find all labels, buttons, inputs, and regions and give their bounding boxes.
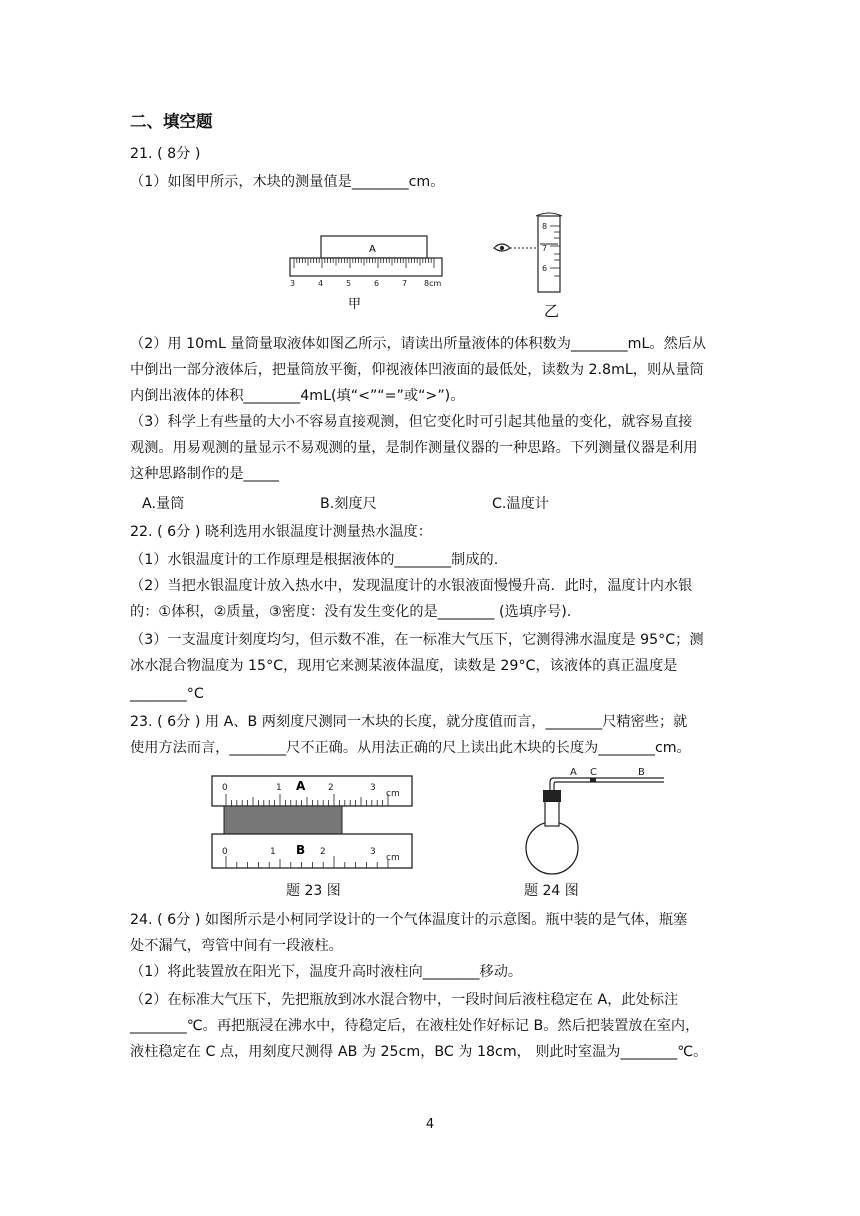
figure-24-gas-thermometer <box>520 766 680 878</box>
ruler-body <box>290 258 442 276</box>
figure-24-caption: 题 24 图 <box>524 883 579 899</box>
q22-part2-line1: （2）当把水银温度计放入热水中，发现温度计的水银液面慢慢升高．此时，温度计内水银 <box>130 578 693 594</box>
tick-label: 7 <box>402 279 408 288</box>
block-label: A <box>369 244 376 255</box>
figure-label: 乙 <box>544 302 560 320</box>
tick-label: 2 <box>328 783 334 793</box>
ruler-a-label: A <box>296 779 306 793</box>
q24-part2-line3: 液柱稳定在 C 点，用刻度尺测得 AB 为 25cm，BC 为 18cm， 则此时室温为________℃。 <box>130 1044 708 1060</box>
tick-label: 4 <box>318 279 324 288</box>
flask-bulb <box>526 822 578 874</box>
figure-23-rulers <box>210 774 416 874</box>
q21-part2-line1: （2）用 10mL 量筒量取液体如图乙所示，请读出所量液体的体积数为________mL。然后从 <box>130 336 707 352</box>
label-c: C <box>590 767 597 778</box>
label-a: A <box>570 767 577 778</box>
figure-label: 甲 <box>348 297 362 312</box>
figure-23-caption: 题 23 图 <box>286 883 341 899</box>
q24-part1: （1）将此装置放在阳光下，温度升高时液柱向________移动。 <box>130 964 523 980</box>
q22-part1: （1）水银温度计的工作原理是根据液体的________制成的. <box>130 552 499 568</box>
option-a: A.量筒 <box>142 496 185 512</box>
question-22-header: 22. ( 6分 ) 晓利选用水银温度计测量热水温度： <box>130 524 432 540</box>
question-21-header: 21. ( 8分 ) <box>130 146 201 162</box>
q21-part1: （1）如图甲所示，木块的测量值是________cm。 <box>130 174 445 190</box>
q21-part3-line2: 观测。用易观测的量显示不易观测的量，是制作测量仪器的一种思路。下列测量仪器是利用 <box>130 440 698 456</box>
flask-neck <box>545 798 559 826</box>
q22-part3-line2: 冰水混合物温度为 15°C，现用它来测某液体温度，读数是 29°C，该液体的真正温度是 <box>130 658 678 674</box>
liquid-column <box>590 778 596 782</box>
question-24-line1: 24. ( 6分 ) 如图所示是小柯同学设计的一个气体温度计的示意图。瓶中装的是气体，瓶塞 <box>130 912 688 928</box>
tick-label: 3 <box>290 279 296 288</box>
q21-part2-line2: 中倒出一部分液体后，把量筒放平衡，仰视液体凹液面的最低处，读数为 2.8mL，则从量筒 <box>130 362 704 378</box>
tick-label: 3 <box>370 847 376 857</box>
tick-label: 3 <box>370 783 376 793</box>
wooden-block <box>224 806 342 834</box>
figure-jia-ruler <box>286 232 446 312</box>
tick-label: 1 <box>270 847 276 857</box>
bent-tube <box>550 778 664 790</box>
stopper <box>543 790 561 802</box>
q24-part2-line1: （2）在标准大气压下，先把瓶放到冰水混合物中，一段时间后液柱稳定在 A，此处标注 <box>130 992 679 1008</box>
tick-label: 8cm <box>424 279 442 288</box>
question-23-line2: 使用方法而言，________尺不正确。从用法正确的尺上读出此木块的长度为________cm。 <box>130 740 691 756</box>
tick-label: cm <box>386 853 400 863</box>
figure-yi-cylinder <box>488 208 568 324</box>
tick-label: 6 <box>374 279 380 288</box>
q21-part3-line3: 这种思路制作的是_____ <box>130 466 279 482</box>
section-title: 二、填空题 <box>130 112 213 131</box>
tick-label: 1 <box>276 783 282 793</box>
q24-part2-line2: ________℃。再把瓶浸在沸水中，待稳定后，在液柱处作好标记 B。然后把装置放在室内， <box>130 1018 700 1034</box>
tick-label: 8 <box>542 222 548 231</box>
tick-label: cm <box>386 789 400 799</box>
q21-part2-line3: 内倒出液体的体积________4mL(填“<”“=”或“>”)。 <box>130 388 465 404</box>
tick-label: 2 <box>320 847 326 857</box>
page-number: 4 <box>425 1117 435 1132</box>
tick-label: 5 <box>346 279 352 288</box>
tick-label: 7 <box>542 244 548 253</box>
tick-label: 0 <box>222 783 228 793</box>
option-b: B.刻度尺 <box>320 496 377 512</box>
question-24-line2: 处不漏气，弯管中间有一段液柱。 <box>130 938 343 954</box>
label-b: B <box>638 767 645 778</box>
option-c: C.温度计 <box>492 496 549 512</box>
q22-part2-line2: 的：①体积，②质量，③密度：没有发生变化的是________ (选填序号). <box>130 604 572 620</box>
q21-part3-line1: （3）科学上有些量的大小不容易直接观测，但它变化时可引起其他量的变化，就容易直接 <box>130 414 693 430</box>
tick-label: 0 <box>222 847 228 857</box>
ruler-b-label: B <box>296 843 306 857</box>
question-23-line1: 23. ( 6分 ) 用 A、B 两刻度尺测同一木块的长度，就分度值而言，________尺精密些；就 <box>130 714 688 730</box>
q22-part3-line3: ________°C <box>130 686 204 702</box>
tick-label: 6 <box>542 264 548 273</box>
q22-part3-line1: （3）一支温度计刻度均匀，但示数不准，在一标准大气压下，它测得沸水温度是 95°C；测 <box>130 632 704 648</box>
